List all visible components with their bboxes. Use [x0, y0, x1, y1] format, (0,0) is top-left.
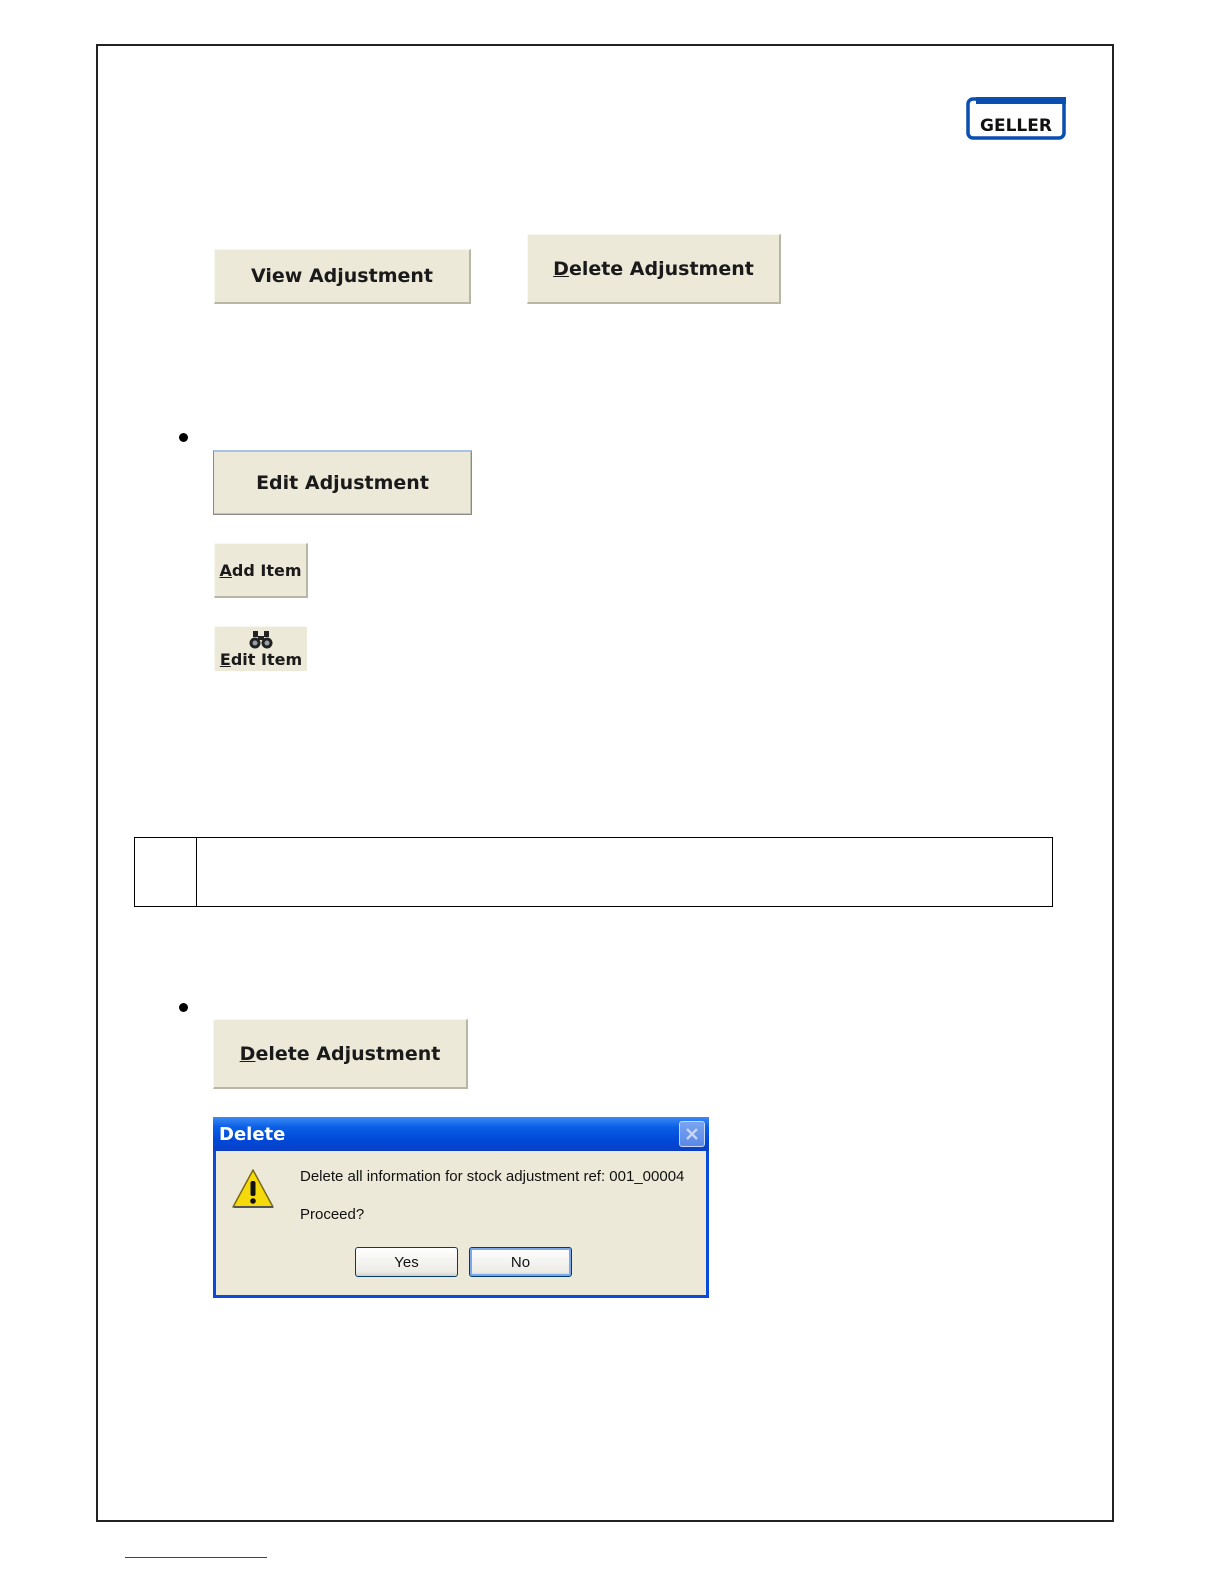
- view-adjustment-label: View Adjustment: [251, 265, 433, 287]
- bullet-point: [179, 1003, 188, 1012]
- no-button[interactable]: [469, 1247, 572, 1277]
- edit-item-button[interactable]: [214, 626, 307, 671]
- delete-adjustment-label: Delete Adjustment: [553, 257, 754, 280]
- note-box: [134, 837, 1053, 907]
- dialog-title: Delete: [219, 1123, 286, 1145]
- view-adjustment-button[interactable]: [214, 249, 471, 304]
- note-divider: [196, 838, 197, 906]
- bullet-point: [179, 433, 188, 442]
- yes-label: Yes: [394, 1253, 419, 1271]
- footer-rule: [125, 1557, 267, 1558]
- warning-icon: [230, 1167, 276, 1211]
- delete-adjustment-label: Delete Adjustment: [239, 1042, 441, 1065]
- yes-button[interactable]: [355, 1247, 458, 1277]
- dialog-titlebar: [213, 1117, 709, 1151]
- close-icon[interactable]: [679, 1121, 705, 1147]
- edit-item-label: Edit Item: [219, 650, 303, 669]
- delete-adjustment-button-top[interactable]: [527, 234, 781, 304]
- edit-adjustment-button[interactable]: [213, 450, 472, 515]
- delete-adjustment-button[interactable]: [213, 1019, 468, 1089]
- add-item-button[interactable]: [214, 543, 308, 598]
- dialog-question: Proceed?: [300, 1206, 365, 1223]
- logo-text: GELLER: [980, 116, 1052, 136]
- add-item-label: Add Item: [219, 560, 302, 580]
- geller-logo: [966, 97, 1066, 140]
- delete-dialog: [213, 1117, 709, 1298]
- binoculars-icon: [249, 630, 273, 650]
- dialog-message: Delete all information for stock adjustment ref: 001_00004: [300, 1168, 685, 1185]
- edit-adjustment-label: Edit Adjustment: [256, 472, 429, 494]
- no-label: No: [510, 1253, 531, 1271]
